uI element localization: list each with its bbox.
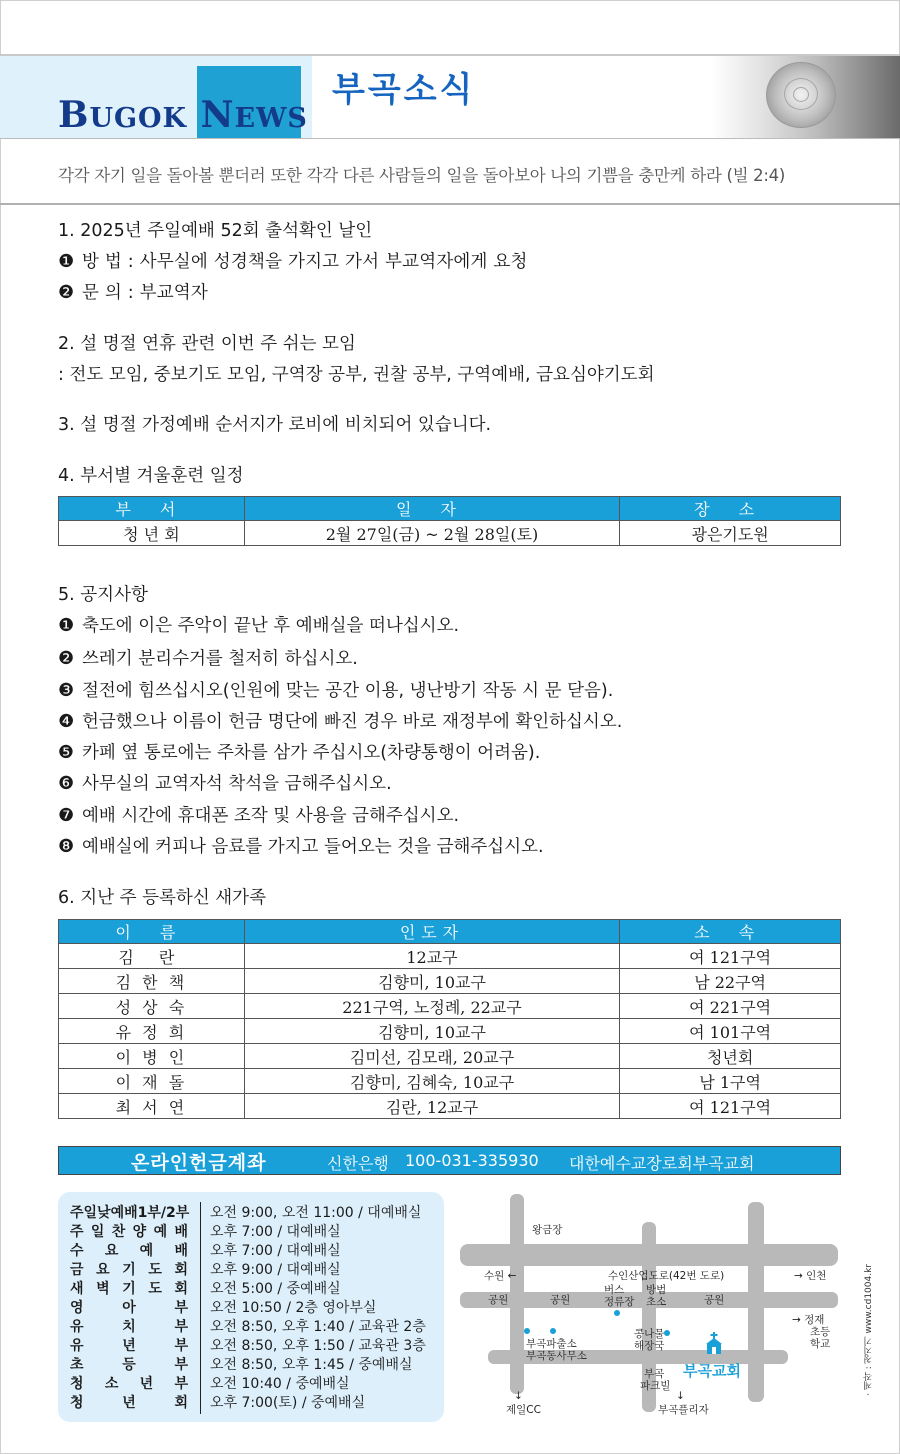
table-cell: 김향미, 10교구 xyxy=(244,969,619,994)
bullet-icon: ❺ xyxy=(58,742,75,763)
notice-item: ❻ 사무실의 교역자석 착석을 금해주십시오. xyxy=(58,773,392,794)
bullet-icon: ❸ xyxy=(58,680,75,701)
road xyxy=(748,1202,764,1402)
bullet-1-icon: ❶ xyxy=(58,251,75,272)
notice-item: ❹ 헌금했으나 이름이 헌금 명단에 빠진 경우 바로 재정부에 확인하십시오. xyxy=(58,711,623,732)
worship-schedule xyxy=(58,1192,444,1422)
table-cell: 유 정 희 xyxy=(59,1019,245,1044)
account-number: 100-031-335930 xyxy=(405,1151,539,1170)
map-label: 수원 ← xyxy=(484,1270,517,1282)
table-cell: 청년회 xyxy=(620,1044,841,1069)
column-header: 일 자 xyxy=(244,497,620,521)
header xyxy=(0,56,900,138)
map-label: 학교 xyxy=(810,1338,831,1350)
column-header: 부 서 xyxy=(59,497,245,521)
section-3-title: 3. 설 명절 가정예배 순서지가 로비에 비치되어 있습니다. xyxy=(58,415,492,435)
map-label: 초등 xyxy=(810,1326,831,1338)
table-row xyxy=(59,1094,841,1119)
map-label: 왕금장 xyxy=(532,1224,563,1236)
table-cell: 여 101구역 xyxy=(620,1019,841,1044)
map-label: 파크빌 xyxy=(640,1380,671,1392)
police-marker-icon xyxy=(524,1328,530,1334)
table-cell: 성 상 숙 xyxy=(59,994,245,1019)
table-cell: 남 1구역 xyxy=(620,1069,841,1094)
column-header: 인도자 xyxy=(244,920,619,944)
schedule-name: 영 아 부 xyxy=(70,1300,188,1316)
bullet-2-icon: ❷ xyxy=(58,282,75,303)
section-1-title: 1. 2025년 주일예배 52회 출석확인 날인 xyxy=(58,221,373,241)
notice-item: ❺ 카페 옆 통로에는 주차를 삼가 주십시오(차량통행이 어려움). xyxy=(58,742,541,763)
column-header: 장 소 xyxy=(620,497,841,521)
schedule-name: 주일낮예배1부/2부 xyxy=(70,1205,190,1221)
table-row xyxy=(59,994,841,1019)
section-1-item: ❶ 방 법 : 사무실에 성경책을 가지고 가서 부교역자에게 요청 xyxy=(58,251,528,272)
road xyxy=(510,1194,524,1394)
schedule-time: 오전 9:00, 오전 11:00 / 대예배실 xyxy=(210,1205,422,1221)
schedule-time: 오전 10:50 / 2층 영아부실 xyxy=(210,1300,377,1316)
table-cell: 김향미, 김혜숙, 10교구 xyxy=(244,1069,619,1094)
notice-item: ❸ 절전에 힘쓰십시오(인원에 맞는 공간 이용, 냉난방기 작동 시 문 닫음). xyxy=(58,680,614,701)
map-label: 방범 xyxy=(646,1284,667,1296)
table-cell: 여 121구역 xyxy=(620,1094,841,1119)
map-arrow: ↓ xyxy=(514,1390,523,1402)
bullet-icon: ❻ xyxy=(58,773,75,794)
schedule-name: 주 일 찬 양 예 배 xyxy=(70,1224,188,1240)
table-cell: 김 한 책 xyxy=(59,969,245,994)
schedule-time: 오전 10:40 / 중예배실 xyxy=(210,1376,350,1392)
schedule-name: 청 년 회 xyxy=(70,1395,188,1411)
schedule-name: 유 년 부 xyxy=(70,1338,188,1354)
table-cell: 청 년 회 xyxy=(59,521,245,546)
online-offering-account-bar xyxy=(58,1146,841,1175)
table-cell: 김미선, 김모래, 20교구 xyxy=(244,1044,619,1069)
map-label: 제일CC xyxy=(506,1404,541,1416)
schedule-time: 오전 8:50, 오후 1:45 / 중예배실 xyxy=(210,1357,413,1373)
schedule-time: 오전 5:00 / 중예배실 xyxy=(210,1281,341,1297)
table-cell: 221구역, 노정례, 22교구 xyxy=(244,994,619,1019)
tree-ring xyxy=(793,87,809,102)
table-cell: 남 22구역 xyxy=(620,969,841,994)
map-label: 공원 xyxy=(704,1294,725,1306)
map-label: 공원 xyxy=(550,1294,571,1306)
header-photo xyxy=(712,56,900,138)
notice-item: ❶ 축도에 이은 주악이 끝난 후 예배실을 떠나십시오. xyxy=(58,615,460,636)
table-cell: 김란, 12교구 xyxy=(244,1094,619,1119)
schedule-name: 금 요 기 도 회 xyxy=(70,1262,188,1278)
training-table xyxy=(58,496,841,546)
verse-divider xyxy=(0,203,900,205)
map-arrow: ↓ xyxy=(676,1390,685,1402)
table-header-row xyxy=(59,497,841,521)
map-label: → 정재 xyxy=(792,1314,825,1326)
map-label: 부곡동사무소 xyxy=(526,1350,587,1362)
table-cell: 여 121구역 xyxy=(620,944,841,969)
schedule-name: 청 소 년 부 xyxy=(70,1376,188,1392)
credit-text: · 제작 : 청지기 www.cd1004.kr xyxy=(864,1264,874,1396)
section-5-title: 5. 공지사항 xyxy=(58,585,148,605)
bullet-icon: ❶ xyxy=(58,615,75,636)
column-header: 이 름 xyxy=(59,920,245,944)
table-cell: 김향미, 10교구 xyxy=(244,1019,619,1044)
schedule-time: 오후 7:00(토) / 중예배실 xyxy=(210,1395,366,1411)
section-6-title: 6. 지난 주 등록하신 새가족 xyxy=(58,888,266,908)
bible-verse: 각각 자기 일을 돌아볼 뿐더러 또한 각각 다른 사람들의 일을 돌아보아 나의 기쁨을 충만케 하라 (빌 2:4) xyxy=(58,166,785,185)
table-cell: 광은기도원 xyxy=(620,521,841,546)
map-label: 콩나물 xyxy=(634,1328,665,1340)
account-bank: 신한은행 xyxy=(327,1154,389,1173)
schedule-time: 오전 8:50, 오후 1:50 / 교육관 3층 xyxy=(210,1338,426,1354)
schedule-name: 유 치 부 xyxy=(70,1319,188,1335)
map-label: 초소 xyxy=(646,1296,667,1308)
notice-item: ❷ 쓰레기 분리수거를 철저히 하십시오. xyxy=(58,648,358,669)
bullet-icon: ❼ xyxy=(58,805,75,826)
table-row xyxy=(59,944,841,969)
table-row xyxy=(59,521,841,546)
map-label: 부곡 xyxy=(644,1368,665,1380)
account-holder: 대한예수교장로회부곡교회 xyxy=(569,1154,755,1173)
map-label: 공원 xyxy=(488,1294,509,1306)
church-icon xyxy=(705,1332,723,1354)
church-label: 부곡교회 xyxy=(683,1362,741,1380)
office-marker-icon xyxy=(550,1328,556,1334)
map-label: 부곡플리자 xyxy=(658,1404,709,1416)
table-cell: 2월 27일(금) ~ 2월 28일(토) xyxy=(244,521,620,546)
logo: BUGOK NEWS xyxy=(58,94,308,136)
table-cell: 이 병 인 xyxy=(59,1044,245,1069)
schedule-name: 새 벽 기 도 회 xyxy=(70,1281,188,1297)
table-cell: 12교구 xyxy=(244,944,619,969)
table-row xyxy=(59,1044,841,1069)
bus-stop-marker-icon xyxy=(614,1310,620,1316)
notice-item: ❽ 예배실에 커피나 음료를 가지고 들어오는 것을 금해주십시오. xyxy=(58,836,544,857)
notice-item: ❼ 예배 시간에 휴대폰 조작 및 사용을 금해주십시오. xyxy=(58,805,460,826)
schedule-name: 수 요 예 배 xyxy=(70,1243,188,1259)
section-2-body: : 전도 모임, 중보기도 모임, 구역장 공부, 권찰 공부, 구역예배, 금요심야기도회 xyxy=(58,365,655,385)
section-1-item: ❷ 문 의 : 부교역자 xyxy=(58,282,209,303)
bullet-icon: ❷ xyxy=(58,648,75,669)
header-divider xyxy=(0,138,900,139)
table-cell: 최 서 연 xyxy=(59,1094,245,1119)
table-row xyxy=(59,1019,841,1044)
schedule-time: 오후 7:00 / 대예배실 xyxy=(210,1224,341,1240)
column-header: 소 속 xyxy=(620,920,841,944)
table-header-row xyxy=(59,920,841,944)
table-cell: 이 재 돌 xyxy=(59,1069,245,1094)
map-label: 부곡파출소 xyxy=(526,1338,577,1350)
bullet-icon: ❹ xyxy=(58,711,75,732)
newcomers-table xyxy=(58,919,841,1119)
restaurant-marker-icon xyxy=(664,1330,670,1336)
map-label: 해장국 xyxy=(634,1340,665,1352)
bullet-icon: ❽ xyxy=(58,836,75,857)
section-4-title: 4. 부서별 겨울훈련 일정 xyxy=(58,466,244,486)
table-row xyxy=(59,1069,841,1094)
schedule-time: 오후 7:00 / 대예배실 xyxy=(210,1243,341,1259)
schedule-time: 오후 9:00 / 대예배실 xyxy=(210,1262,341,1278)
table-cell: 여 221구역 xyxy=(620,994,841,1019)
table-row xyxy=(59,969,841,994)
schedule-name: 초 등 부 xyxy=(70,1357,188,1373)
page-title: 부곡소식 xyxy=(332,70,476,110)
map-label: 버스 xyxy=(604,1284,625,1296)
schedule-time: 오전 8:50, 오후 1:40 / 교육관 2층 xyxy=(210,1319,426,1335)
schedule-divider xyxy=(200,1202,201,1414)
section-2-title: 2. 설 명절 연휴 관련 이번 주 쉬는 모임 xyxy=(58,334,356,354)
map-label-road: 수인산업도로(42번 도로) xyxy=(608,1270,725,1282)
table-cell: 김 란 xyxy=(59,944,245,969)
map-label: → 인천 xyxy=(794,1270,827,1282)
location-map xyxy=(458,1192,840,1422)
map-label: 정류장 xyxy=(604,1296,635,1308)
account-title: 온라인헌금계좌 xyxy=(131,1152,267,1174)
